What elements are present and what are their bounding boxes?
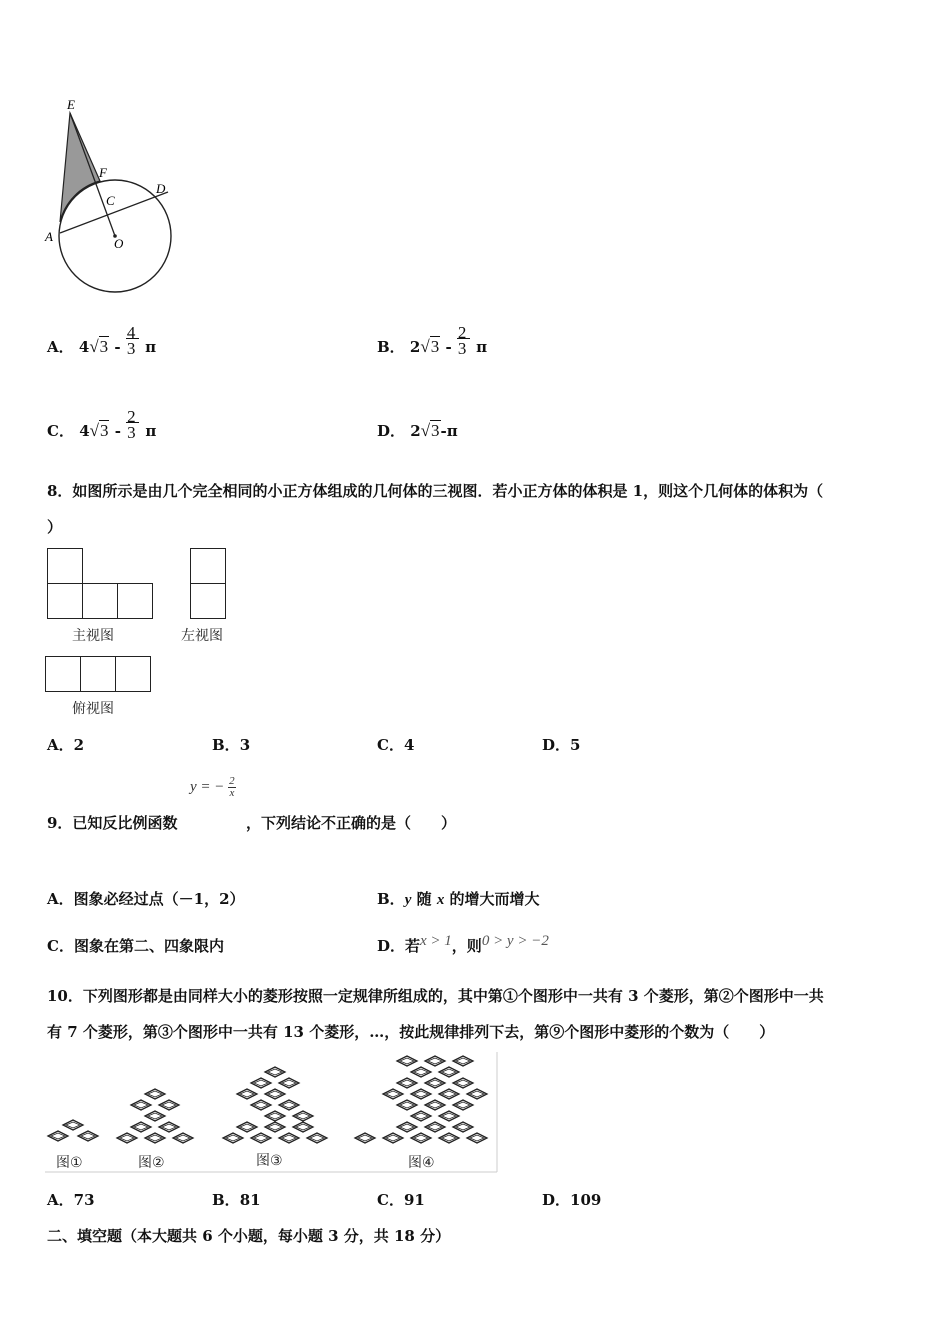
- q9-stem-b: ，下列结论不正确的是（ ）: [246, 814, 457, 832]
- option-letter: D．: [377, 422, 406, 440]
- caption-fig1: 图①: [56, 1155, 83, 1171]
- fraction: $\frac{2}{3}$: [457, 351, 471, 352]
- q10-stem-line1: 10．下列图形都是由同样大小的菱形按照一定规律所组成的，其中第①个图形中一共有 3 个菱形，第②个图形中一共: [47, 987, 824, 1005]
- label-e: E: [67, 97, 75, 112]
- q8-option-c[interactable]: C．4: [377, 736, 415, 754]
- caption-left-view: 左视图: [181, 628, 223, 644]
- coef: 2: [409, 338, 421, 356]
- minus: -: [114, 422, 121, 440]
- q10-stem-line2: 有 7 个菱形，第③个图形中一共有 13 个菱形，…，按此规律排列下去，第⑨个图形中菱形的个数为（ ）: [47, 1023, 775, 1041]
- option-letter: A．: [47, 338, 74, 356]
- caption-top-view: 俯视图: [72, 701, 114, 717]
- q10-option-b[interactable]: B．81: [212, 1191, 261, 1209]
- pi: π: [145, 422, 157, 440]
- caption-fig4: 图④: [408, 1155, 435, 1171]
- front-view: [47, 548, 153, 620]
- coef: 2: [410, 422, 421, 440]
- top-view: [45, 656, 151, 692]
- q9-option-c[interactable]: C．图象在第二、四象限内: [47, 937, 224, 955]
- sqrt: √3: [420, 337, 440, 356]
- q8-stem-line2: ）: [47, 518, 63, 536]
- caption-front-view: 主视图: [72, 628, 114, 644]
- q9-stem-a: 9．已知反比例函数: [47, 814, 178, 832]
- left-view: [190, 548, 226, 620]
- coef: 4: [79, 422, 90, 440]
- label-f: F: [99, 165, 107, 180]
- pi: π: [476, 338, 488, 356]
- q8-option-d[interactable]: D．5: [542, 736, 581, 754]
- q7-option-c[interactable]: [47, 407, 157, 442]
- option-letter: C．: [47, 422, 74, 440]
- option-letter: B．: [377, 338, 405, 356]
- q7-option-a[interactable]: [47, 323, 157, 358]
- section2-heading: 二、填空题（本大题共 6 个小题，每小题 3 分，共 18 分）: [47, 1227, 451, 1245]
- sqrt: √3: [89, 337, 109, 356]
- sqrt: √3: [89, 421, 109, 440]
- label-o: O: [114, 236, 124, 251]
- q10-option-c[interactable]: C．91: [377, 1191, 425, 1209]
- label-a: A: [45, 229, 53, 244]
- q8-option-a[interactable]: A．2: [47, 736, 85, 754]
- q7-option-d[interactable]: [377, 420, 458, 441]
- coef: 4: [78, 338, 90, 356]
- label-d: D: [156, 181, 166, 196]
- sqrt: √3: [420, 421, 440, 440]
- shaded-region: [60, 113, 100, 222]
- caption-fig3: 图③: [256, 1153, 283, 1169]
- q9-option-a[interactable]: A．图象必经过点（－1，2）: [47, 890, 245, 908]
- q10-option-a[interactable]: A．73: [47, 1191, 95, 1209]
- fraction: $\frac{2}{3}$: [126, 435, 140, 436]
- q9-option-b[interactable]: B．y 随 x 的增大而增大: [377, 890, 540, 908]
- q9-option-d[interactable]: D．若x > 1，则0 > y > −2: [377, 933, 549, 955]
- fraction: $\frac{4}{3}$: [126, 351, 140, 352]
- q8-option-b[interactable]: B．3: [212, 736, 251, 754]
- label-c: C: [106, 193, 115, 208]
- q9-formula: y = − $\frac{2}{x}$: [190, 775, 235, 799]
- q7-option-b[interactable]: [377, 323, 488, 358]
- pi: π: [145, 338, 157, 356]
- q8-stem-line1: 8．如图所示是由几个完全相同的小正方体组成的几何体的三视图．若小正方体的体积是 1，则这个几何体的体积为（: [47, 482, 824, 500]
- minus: -: [114, 338, 121, 356]
- q7-geometry-figure: [40, 95, 190, 305]
- q10-option-d[interactable]: D．109: [542, 1191, 602, 1209]
- caption-fig2: 图②: [138, 1155, 165, 1171]
- minus: -: [445, 338, 452, 356]
- tail: -π: [440, 422, 458, 440]
